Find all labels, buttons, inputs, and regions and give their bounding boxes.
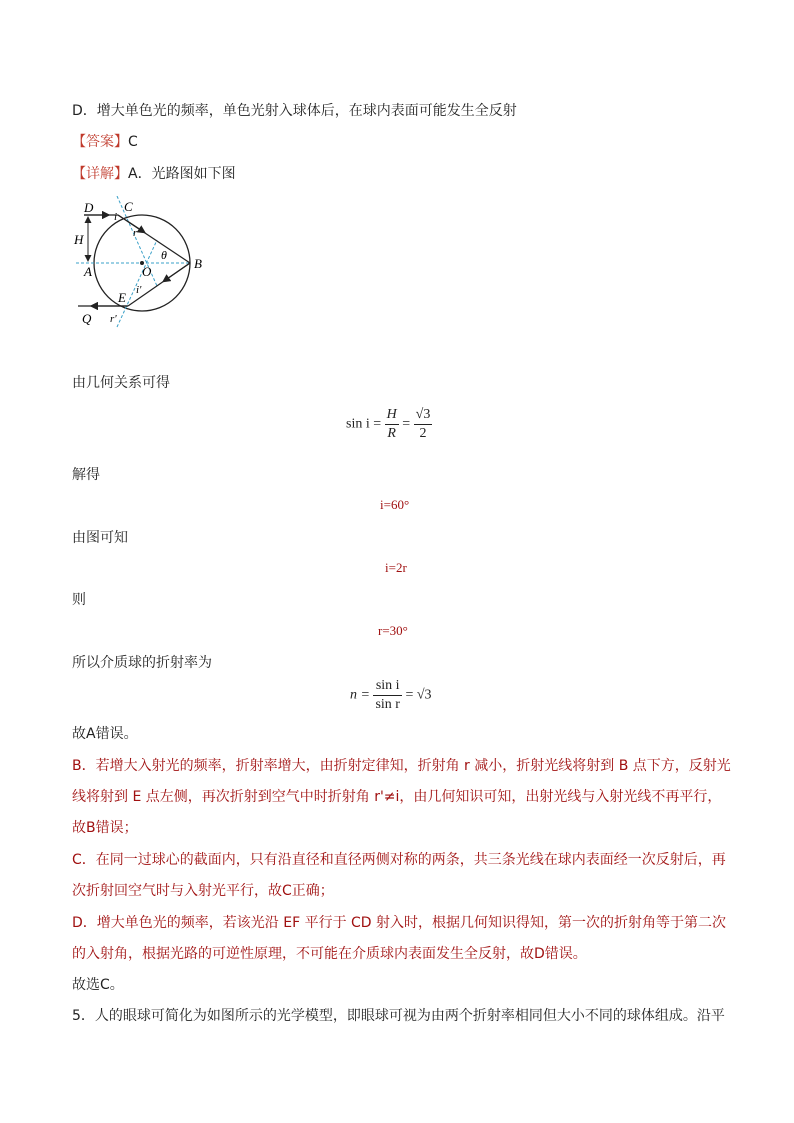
step1-text: 由几何关系可得 xyxy=(72,375,170,391)
label-o: O xyxy=(142,264,152,279)
equation-i-2r: i=2r xyxy=(385,560,407,575)
label-i-prime: i' xyxy=(136,284,142,296)
para-d-line2: 的入射角，根据光路的可逆性原理，不可能在介质球内表面发生全反射，故D错误。 xyxy=(72,946,587,962)
eq1-num1: H xyxy=(385,406,399,425)
answer-value: C xyxy=(128,134,138,150)
label-d: D xyxy=(84,200,94,215)
equation-i-60: i=60° xyxy=(380,497,410,512)
label-q: Q xyxy=(82,311,92,326)
label-theta: θ xyxy=(161,248,167,262)
answer-tag: 【答案】 xyxy=(72,134,128,150)
step2-text: 解得 xyxy=(72,467,100,483)
eq1-den2: 2 xyxy=(419,426,427,441)
eq1-den1: R xyxy=(387,426,396,441)
equation-sin-i xyxy=(346,406,432,443)
step4-text: 则 xyxy=(72,592,86,608)
para-c-line1: C．在同一过球心的截面内，只有沿直径和直径两侧对称的两条，共三条光线在球内表面经一次反射后，再 xyxy=(72,852,726,868)
step3-text: 由图可知 xyxy=(72,530,128,546)
eq1-lhs: sin i = xyxy=(346,416,382,432)
eq5-lhs: n = xyxy=(350,687,370,703)
label-r-prime: r' xyxy=(110,313,117,325)
conclusion-a: 故A错误。 xyxy=(72,726,138,742)
detail-line xyxy=(72,164,236,184)
final-choice: 故选C。 xyxy=(72,977,124,993)
equation-n xyxy=(350,677,432,714)
eq1-num2: √3 xyxy=(414,406,433,425)
para-b-line3: 故B错误； xyxy=(72,820,138,836)
equation-r-30: r=30° xyxy=(378,623,408,638)
eq5-num: sin i xyxy=(373,677,402,696)
step5-text: 所以介质球的折射率为 xyxy=(72,655,212,671)
eq1-equals: = xyxy=(402,416,411,432)
question-5: 5．人的眼球可简化为如图所示的光学模型，即眼球可视为由两个折射率相同但大小不同的球体组成。沿平 xyxy=(72,1008,725,1024)
light-path-diagram xyxy=(72,196,222,331)
para-b-line1: B．若增大入射光的频率，折射率增大，由折射定律知，折射角 r 减小，折射光线将射到 B 点下方，反射光 xyxy=(72,758,731,774)
label-r: r xyxy=(133,227,138,239)
label-e: E xyxy=(118,290,126,305)
answer-line xyxy=(72,132,138,152)
para-d-line1: D．增大单色光的频率，若该光沿 EF 平行于 CD 射入时，根据几何知识得知，第一次的折射角等于第二次 xyxy=(72,915,727,931)
detail-intro: A．光路图如下图 xyxy=(128,166,236,182)
label-h: H xyxy=(74,232,84,247)
eq5-rhs: = √3 xyxy=(405,687,432,703)
detail-tag: 【详解】 xyxy=(72,166,128,182)
label-b: B xyxy=(194,256,202,271)
label-a: A xyxy=(84,264,92,279)
option-d: D．增大单色光的频率，单色光射入球体后，在球内表面可能发生全反射 xyxy=(72,103,517,119)
para-c-line2: 次折射回空气时与入射光平行，故C正确； xyxy=(72,883,334,899)
para-b-line2: 线将射到 E 点左侧，再次折射到空气中时折射角 r'≠i，由几何知识可知，出射光线与入射光线不再平行， xyxy=(72,789,722,805)
label-c: C xyxy=(124,199,133,214)
eq5-den: sin r xyxy=(375,697,400,712)
label-i: i xyxy=(114,211,118,223)
